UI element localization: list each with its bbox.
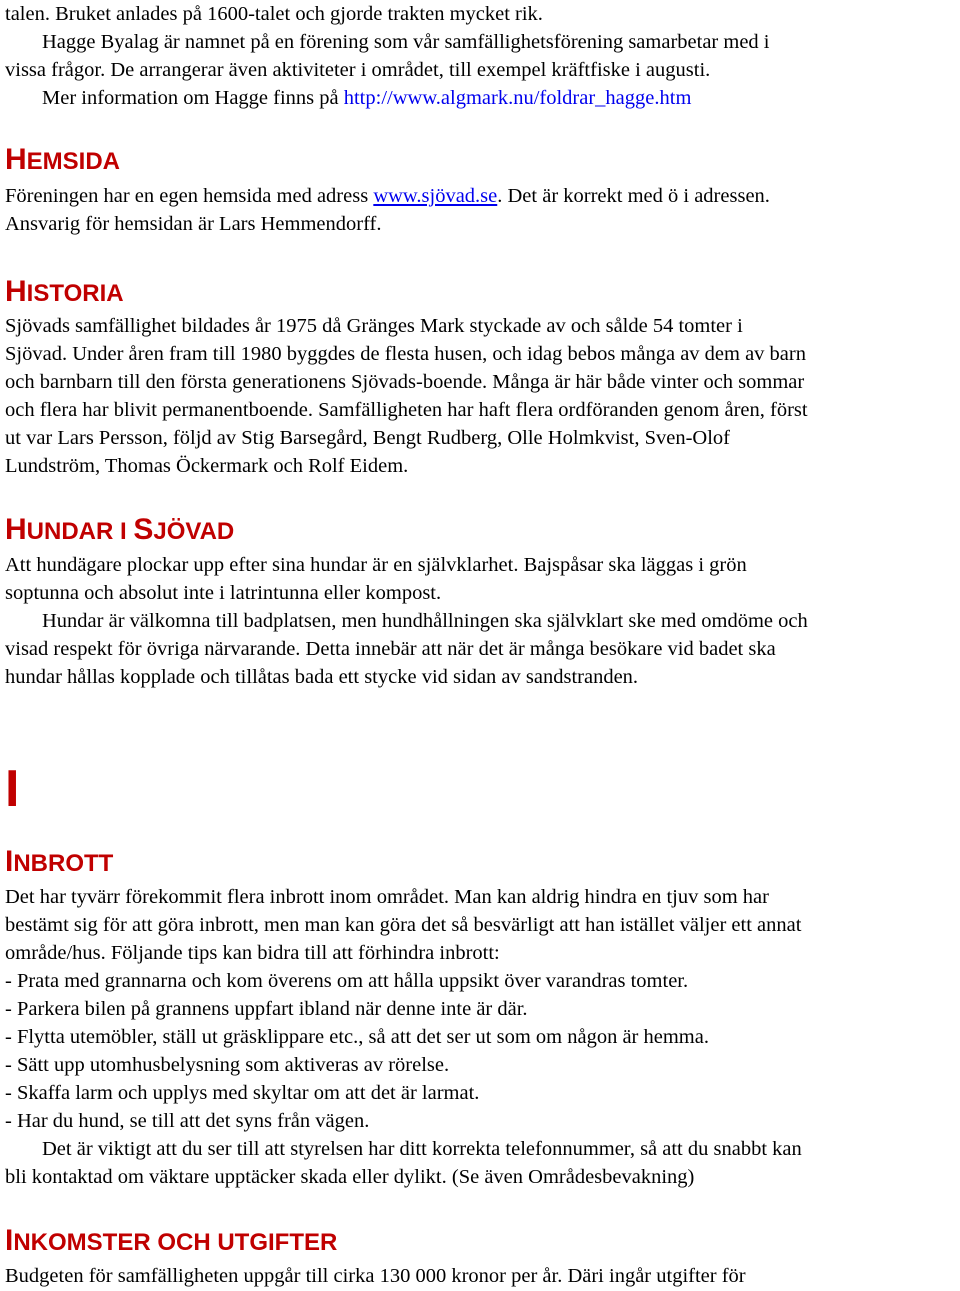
inbrott-tip: - Har du hund, se till att det syns från vägen. (5, 1110, 370, 1132)
hemsida-line-2: Ansvarig för hemsidan är Lars Hemmendorff. (5, 213, 382, 235)
heading-historia: HISTORIA (5, 275, 124, 308)
inbrott-tip: - Prata med grannarna och kom överens om att hålla uppsikt över varandras tomter. (5, 970, 689, 992)
historia-line: och flera har blivit permanentboende. Samfälligheten har haft flera ordföranden genom åren, först (5, 399, 808, 421)
intro-line-4 (42, 86, 691, 110)
intro-line-1: talen. Bruket anlades på 1600-talet och gjorde trakten mycket rik. (5, 3, 543, 25)
hundar-line: hundar hållas kopplade och tillåtas bada ett stycke vid sidan av sandstranden. (5, 666, 639, 688)
hundar-line: Hundar är välkomna till badplatsen, men hundhållningen ska självklart ske med omdöme och (42, 610, 808, 632)
heading-inbrott: INBROTT (5, 845, 114, 878)
hundar-line: visad respekt för övriga närvarande. Detta innebär att när det är många besökare vid badet ska (5, 638, 776, 660)
intro-line-3: vissa frågor. De arrangerar även aktiviteter i området, till exempel kräftfiske i augusti. (5, 59, 711, 81)
inbrott-tip: - Parkera bilen på grannens uppfart ibland när denne inte är där. (5, 998, 528, 1020)
inkomster-line-1: Budgeten för samfälligheten uppgår till cirka 130 000 kronor per år. Däri ingår utgifter för (5, 1265, 746, 1287)
inbrott-tip: - Skaffa larm och upplys med skyltar om att det är larmat. (5, 1082, 480, 1104)
section-letter: I (5, 760, 20, 818)
historia-line: Sjövad. Under åren fram till 1980 byggdes de flesta husen, och idag bebos många av dem av barn (5, 343, 806, 365)
inbrott-line: Det har tyvärr förekommit flera inbrott inom området. Man kan aldrig hindra en tjuv som har (5, 886, 769, 908)
historia-line: Sjövads samfällighet bildades år 1975 då Gränges Mark styckade av och sålde 54 tomter i (5, 315, 743, 337)
inbrott-line: område/hus. Följande tips kan bidra till att förhindra inbrott: (5, 942, 500, 964)
historia-line: ut var Lars Persson, följd av Stig Barsegård, Bengt Rudberg, Olle Holmkvist, Sven-Olof (5, 427, 730, 449)
hundar-line: Att hundägare plockar upp efter sina hundar är en självklarhet. Bajspåsar ska läggas i grön (5, 554, 747, 576)
heading-inkomster: INKOMSTER OCH UTGIFTER (5, 1224, 338, 1257)
heading-hundar: HUNDAR I SJÖVAD (5, 513, 235, 546)
historia-line: Lundström, Thomas Öckermark och Rolf Eidem. (5, 455, 409, 477)
hundar-line: soptunna och absolut inte i latrintunna eller kompost. (5, 582, 442, 604)
inbrott-line: Det är viktigt att du ser till att styrelsen har ditt korrekta telefonnummer, så att du snabbt kan (42, 1138, 802, 1160)
intro-line-4-text: Mer information om Hagge finns på (42, 87, 344, 109)
hemsida-line-1: Föreningen har en egen hemsida med adress www.sjövad.se. Det är korrekt med ö i adressen. (5, 185, 770, 207)
hagge-link[interactable]: http://www.algmark.nu/foldrar_hagge.htm (343, 87, 692, 109)
inbrott-tip: - Sätt upp utomhusbelysning som aktiveras av rörelse. (5, 1054, 450, 1076)
intro-line-2: Hagge Byalag är namnet på en förening som vår samfällighetsförening samarbetar med i (42, 31, 770, 53)
historia-line: och barnbarn till den första generationens Sjövads-boende. Många är här både vinter och sommar (5, 371, 805, 393)
inbrott-line: bli kontaktad om väktare upptäcker skada eller dylikt. (Se även Områdesbevakning) (5, 1166, 695, 1188)
inbrott-tip: - Flytta utemöbler, ställ ut gräsklippare etc., så att det ser ut som om någon är hemma. (5, 1026, 709, 1048)
website-link[interactable]: www.sjövad.se (373, 185, 498, 207)
heading-hemsida: HEMSIDA (5, 143, 121, 176)
inbrott-line: bestämt sig för att göra inbrott, men man kan göra det så besvärligt att han istället väljer ett annat (5, 914, 802, 936)
